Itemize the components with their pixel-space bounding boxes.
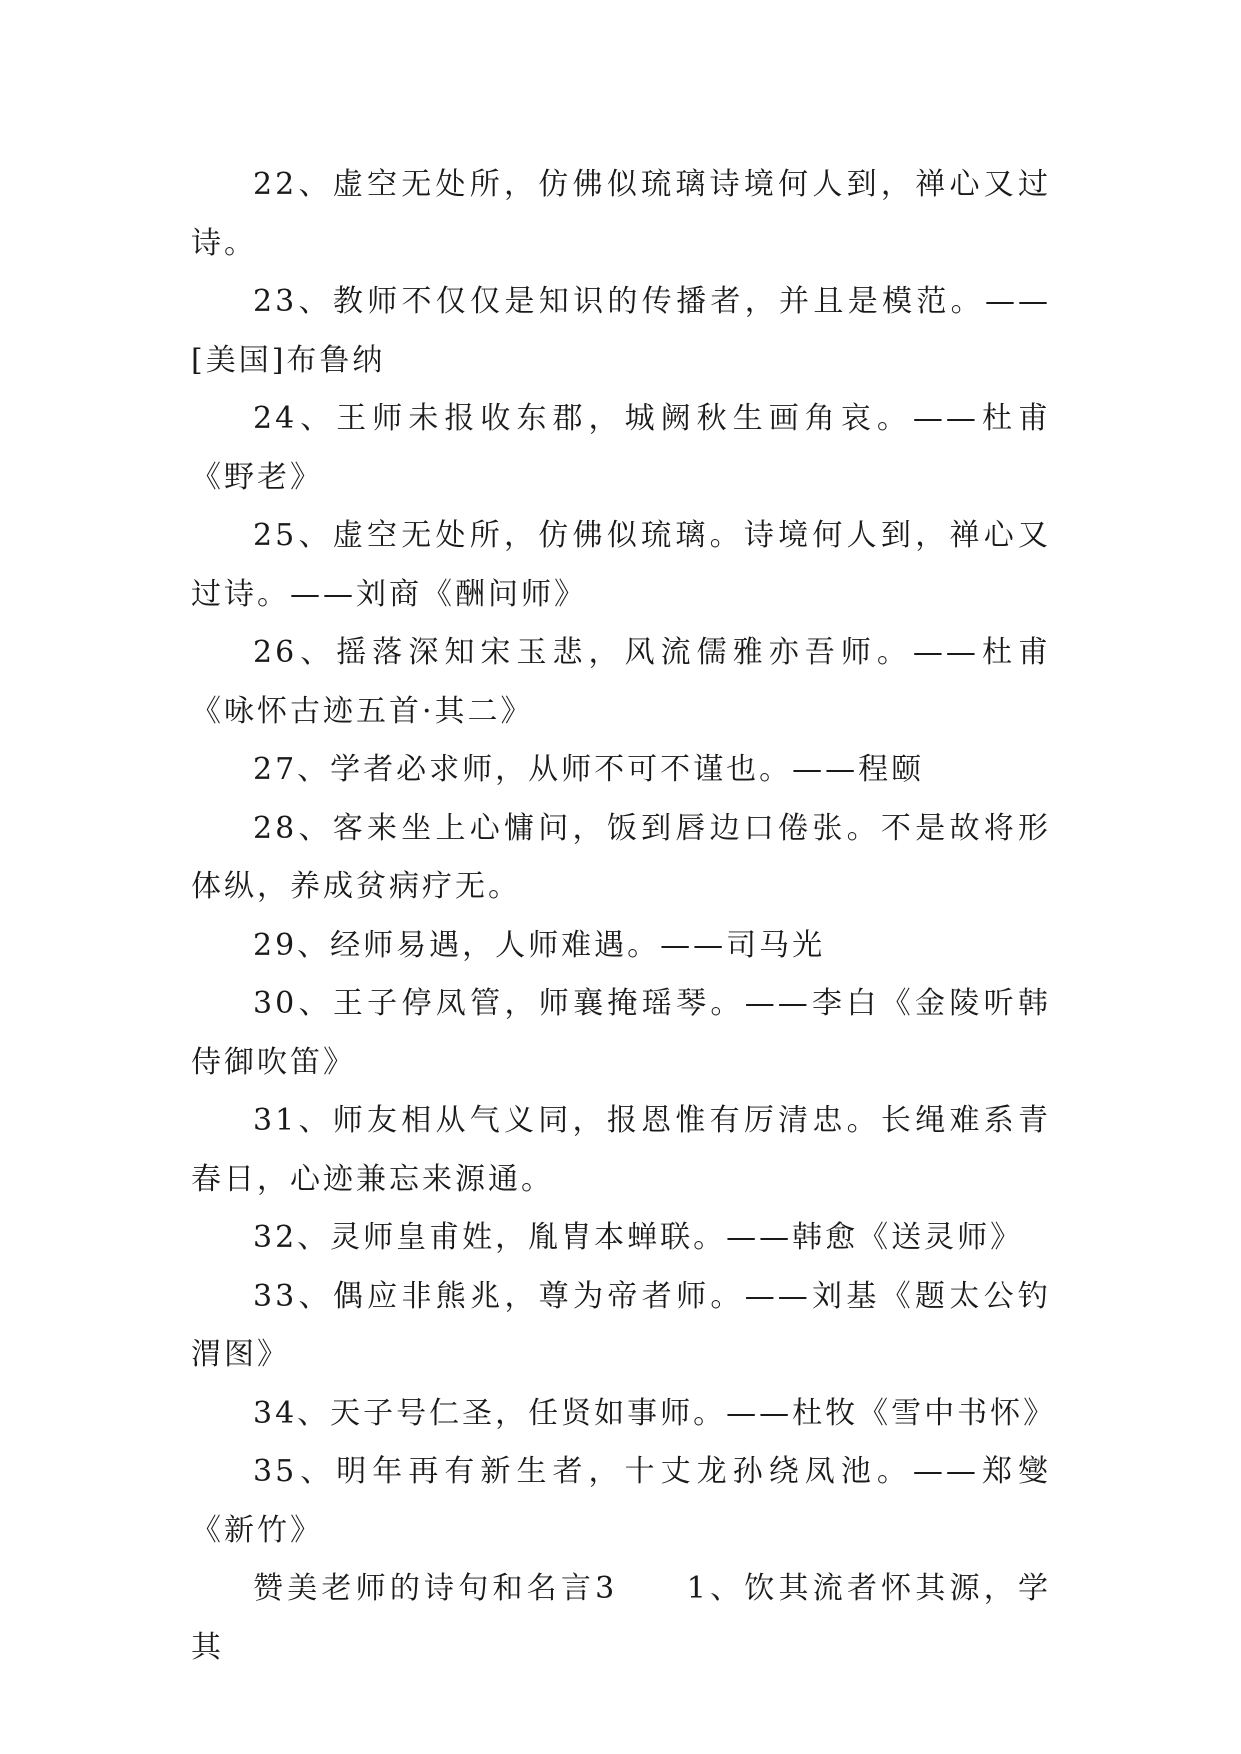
paragraph-25: 25、虚空无处所，仿佛似琉璃。诗境何人到，禅心又过诗。——刘商《酬问师》 — [191, 518, 1051, 612]
document-body — [191, 156, 1057, 1677]
paragraph-32: 32、灵师皇甫姓，胤胄本蝉联。——韩愈《送灵师》 — [253, 1220, 1024, 1255]
paragraph-24: 24、王师未报收东郡，城阙秋生画角哀。——杜甫《野老》 — [191, 401, 1051, 495]
paragraph-27: 27、学者必求师，从师不可不谨也。——程颐 — [253, 752, 925, 787]
paragraph-28: 28、客来坐上心慵问，饭到唇边口倦张。不是故将形体纵，养成贫病疗无。 — [191, 810, 1051, 904]
section-heading-3: 赞美老师的诗句和名言3 1、饮其流者怀其源，学其 — [191, 1571, 1051, 1665]
paragraph-29: 29、经师易遇，人师难遇。——司马光 — [253, 927, 826, 963]
paragraph-23: 23、教师不仅仅是知识的传播者，并且是模范。——[美国]布鲁纳 — [191, 284, 1051, 378]
paragraph-26: 26、摇落深知宋玉悲，风流儒雅亦吾师。——杜甫《咏怀古迹五首·其二》 — [191, 635, 1051, 729]
paragraph-31: 31、师友相从气义同，报恩惟有厉清忠。长绳难系青春日，心迹兼忘来源通。 — [191, 1103, 1051, 1197]
paragraph-34: 34、天子号仁圣，任贤如事师。——杜牧《雪中书怀》 — [253, 1395, 1057, 1431]
paragraph-35: 35、明年再有新生者，十丈龙孙绕凤池。——郑燮《新竹》 — [191, 1454, 1051, 1548]
paragraph-33: 33、偶应非熊兆，尊为帝者师。——刘基《题太公钓渭图》 — [191, 1278, 1051, 1372]
paragraph-22: 22、虚空无处所，仿佛似琉璃诗境何人到，禅心又过诗。 — [191, 167, 1051, 261]
paragraph-30: 30、王子停凤管，师襄掩瑶琴。——李白《金陵听韩侍御吹笛》 — [191, 986, 1051, 1080]
